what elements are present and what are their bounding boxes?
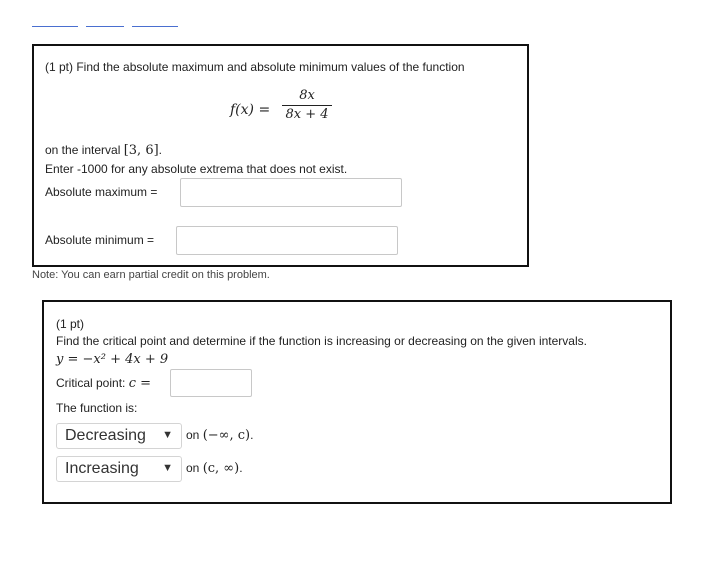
partial-credit-note: Note: You can earn partial credit on this problem. [32,269,270,281]
interval-1-select[interactable] [56,423,182,449]
fraction-denominator: 8x + 4 [285,107,329,122]
fraction-numerator: 8x [299,88,315,103]
absolute-minimum-label: Absolute minimum = [45,233,155,247]
problem-2-points: (1 pt) [56,317,85,331]
absolute-minimum-input[interactable] [176,226,398,255]
interval-1-selected: Decreasing [65,427,146,444]
absolute-maximum-label: Absolute maximum = [45,185,158,199]
interval-value: [3, 6] [123,143,159,158]
nav-link-3[interactable] [132,26,178,27]
chevron-down-icon: ▼ [162,462,173,474]
critical-point-input[interactable] [170,369,252,397]
nav-link-2[interactable] [86,26,124,27]
interval-suffix: . [158,143,163,157]
instruction-text: Enter -1000 for any absolute extrema that does not exist. [45,162,348,176]
interval-1-suffix: . [250,428,254,442]
interval-2-text [186,461,243,476]
function-fraction [282,88,332,123]
fraction-bar [282,105,332,106]
function-is-label: The function is: [56,401,138,415]
interval-1-on: on [186,428,203,442]
interval-line [45,143,162,158]
interval-1-text [186,428,253,443]
problem-2-question: Find the critical point and determine if the function is increasing or decreasing on the given intervals. [56,334,587,348]
problem-2-box [42,300,672,504]
chevron-down-icon: ▼ [162,429,173,441]
interval-2-selected: Increasing [65,460,139,477]
nav-link-1[interactable] [32,26,78,27]
interval-text: on the interval [45,143,124,157]
function-lhs-text: f(x) = [230,102,271,118]
critical-point-line [56,376,151,391]
interval-2-suffix: . [239,461,243,475]
critical-point-var: c = [128,376,152,391]
absolute-maximum-input[interactable] [180,178,402,207]
interval-2-on: on [186,461,203,475]
problem-1-header: (1 pt) Find the absolute maximum and absolute minimum values of the function [45,60,465,74]
interval-2-range: (c, ∞) [202,461,240,476]
problem-1-box [32,44,529,267]
critical-point-label: Critical point: [56,376,129,390]
interval-1-range: (−∞, c) [202,428,251,443]
interval-2-select[interactable] [56,456,182,482]
problem-2-equation: y = −x² + 4x + 9 [56,352,169,367]
function-lhs [230,102,270,117]
